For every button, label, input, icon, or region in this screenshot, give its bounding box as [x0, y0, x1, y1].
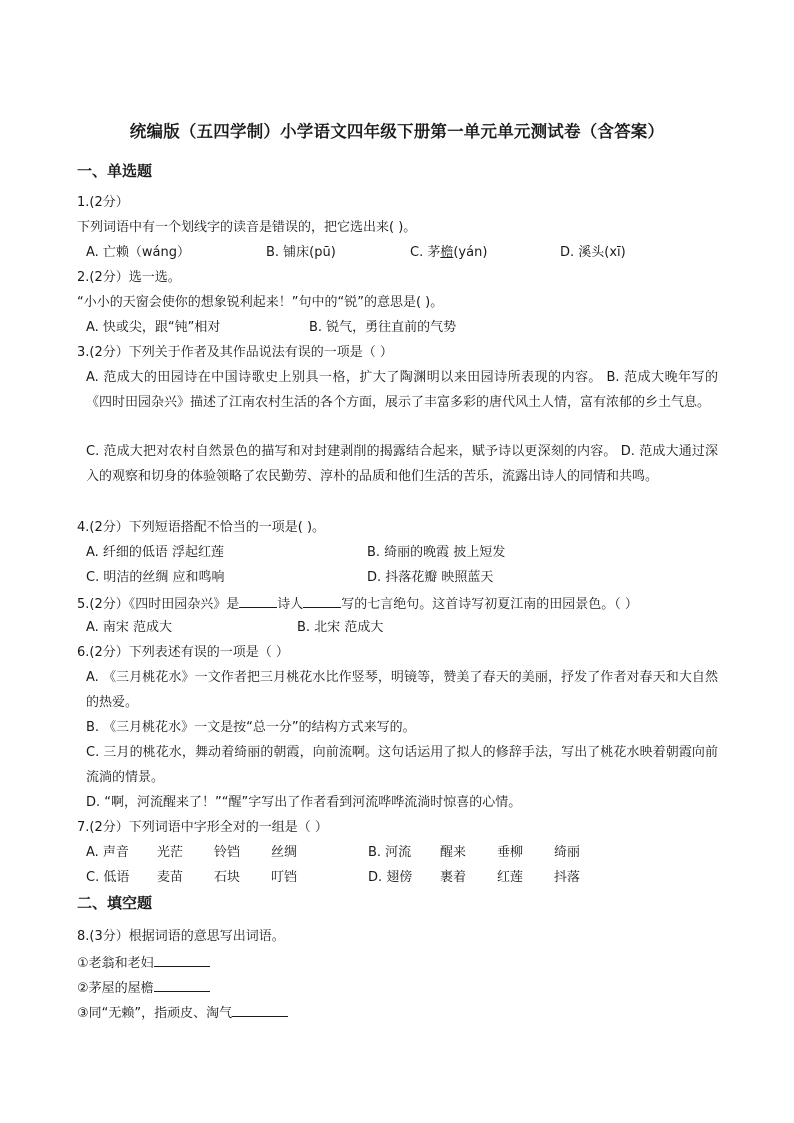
question-5-header — [77, 593, 638, 615]
question-7-option-d-word: D. 翅傍 — [368, 870, 413, 885]
question-3-options-ab: A. 范成大的田园诗在中国诗歌史上别具一格，扩大了陶渊明以来田园诗所表现的内容。 B. 范成大晚年写的《四时田园杂兴》描述了江南农村生活的各个方面，展示了丰富多彩的唐代风土人情，富有浓郁的乡土气息。 — [86, 370, 718, 410]
question-7-option-c-word: 麦苗 — [157, 870, 184, 885]
question-1-header: 1.(2分） — [77, 195, 129, 210]
question-7-option-b-word: 绮丽 — [554, 845, 581, 860]
question-8-item-2 — [77, 977, 210, 999]
question-7-option-d-word: 红莲 — [497, 870, 524, 885]
section-heading-single-choice: 一、单选题 — [77, 162, 153, 180]
question-4-option-a: A. 纤细的低语 浮起红莲 — [86, 545, 225, 560]
answer-blank[interactable] — [239, 593, 277, 608]
question-2-header: 2.(2分）选一选。 — [77, 270, 181, 285]
answer-blank[interactable] — [303, 593, 341, 608]
item-text: ①老翁和老妇 — [77, 956, 154, 971]
question-2-option-b: B. 锐气，勇往直前的气势 — [309, 320, 457, 335]
question-6-header: 6.(2分）下列表述有误的一项是（ ） — [77, 645, 289, 660]
answer-blank[interactable] — [154, 952, 210, 967]
section-heading-fill-blank: 二、填空题 — [77, 894, 153, 912]
question-3-header: 3.(2分）下列关于作者及其作品说法有误的一项是（ ） — [77, 345, 393, 360]
question-8-item-1 — [77, 952, 210, 974]
question-4-header: 4.(2分）下列短语搭配不恰当的一项是( )。 — [77, 520, 326, 535]
q5-text: 写的七言绝句。这首诗写初夏江南的田园景色。（ ） — [341, 597, 638, 612]
question-6-option-a: A. 《三月桃花水》一文作者把三月桃花水比作竖琴，明镜等，赞美了春天的美丽，抒发了作者对春天和大自然的热爱。 — [86, 670, 718, 710]
question-2-option-a: A. 快或尖，跟“钝”相对 — [86, 320, 221, 335]
answer-blank[interactable] — [154, 977, 210, 992]
question-1-option-a: A. 亡赖（wáng） — [86, 245, 191, 260]
question-8-item-3 — [77, 1002, 288, 1024]
question-8-header: 8.(3分）根据词语的意思写出词语。 — [77, 929, 285, 944]
question-5-option-a: A. 南宋 范成大 — [86, 620, 173, 635]
question-7-option-a-word: 丝绸 — [271, 845, 298, 860]
question-7-option-c-word: 叮铛 — [271, 870, 298, 885]
question-7-option-a-word: 铃铛 — [214, 845, 241, 860]
q5-text: 诗人 — [277, 597, 304, 612]
question-3-options-cd: C. 范成大把对农村自然景色的描写和对封建剥削的揭露结合起来，赋予诗以更深刻的内容。 D. 范成大通过深入的观察和切身的体验领略了农民勤劳、淳朴的品质和他们生活的苦乐，流露出诗人的同情和共鸣。 — [86, 444, 718, 484]
question-2-stem: “小小的天窗会使你的想象锐利起来！”句中的“锐”的意思是( )。 — [77, 295, 444, 310]
question-1-option-c — [410, 243, 487, 263]
page-title: 统编版（五四学制）小学语文四年级下册第一单元单元测试卷（含答案） — [129, 122, 665, 141]
question-7-option-b-word: B. 河流 — [368, 845, 412, 860]
question-6-option-c: C. 三月的桃花水，舞动着绮丽的朝霞，向前流啊。这句话运用了拟人的修辞手法，写出了桃花水映着朝霞向前流淌的情景。 — [86, 745, 718, 785]
question-5-option-b: B. 北宋 范成大 — [297, 620, 384, 635]
question-4-option-d: D. 抖落花瓣 映照蓝天 — [367, 570, 494, 585]
question-7-option-d-word: 抖落 — [554, 870, 581, 885]
option-text: (yán) — [453, 245, 488, 260]
question-6-option-b: B. 《三月桃花水》一文是按“总一分”的结构方式来写的。 — [86, 720, 416, 735]
question-7-option-c-word: C. 低语 — [86, 870, 130, 885]
q5-text: 5.(2分）《四时田园杂兴》是 — [77, 597, 240, 612]
item-text: ③同“无赖”，指顽皮、淘气 — [77, 1006, 233, 1021]
question-6-option-d: D. “啊，河流醒来了！”“醒”字写出了作者看到河流哗哗流淌时惊喜的心情。 — [86, 795, 522, 810]
item-text: ②茅屋的屋檐 — [77, 981, 154, 996]
question-7-header: 7.(2分）下列词语中字形全对的一组是（ ） — [77, 820, 328, 835]
question-7-option-a-word: A. 声音 — [86, 845, 129, 860]
question-4-option-b: B. 绮丽的晚霞 披上短发 — [367, 545, 506, 560]
answer-blank[interactable] — [232, 1002, 288, 1017]
question-7-option-d-word: 裹着 — [440, 870, 467, 885]
option-text: C. 茅 — [410, 245, 441, 260]
question-7-option-b-word: 醒来 — [440, 845, 467, 860]
question-1-option-b: B. 铺床(pū) — [266, 245, 336, 260]
question-7-option-b-word: 垂柳 — [497, 845, 524, 860]
underlined-char: 檐 — [440, 245, 454, 260]
question-1-option-d: D. 溪头(xī) — [560, 245, 626, 260]
question-1-stem: 下列词语中有一个划线字的读音是错误的，把它选出来( )。 — [77, 220, 417, 235]
question-7-option-a-word: 光茫 — [157, 845, 184, 860]
question-4-option-c: C. 明洁的丝绸 应和鸣响 — [86, 570, 225, 585]
question-7-option-c-word: 石块 — [214, 870, 241, 885]
